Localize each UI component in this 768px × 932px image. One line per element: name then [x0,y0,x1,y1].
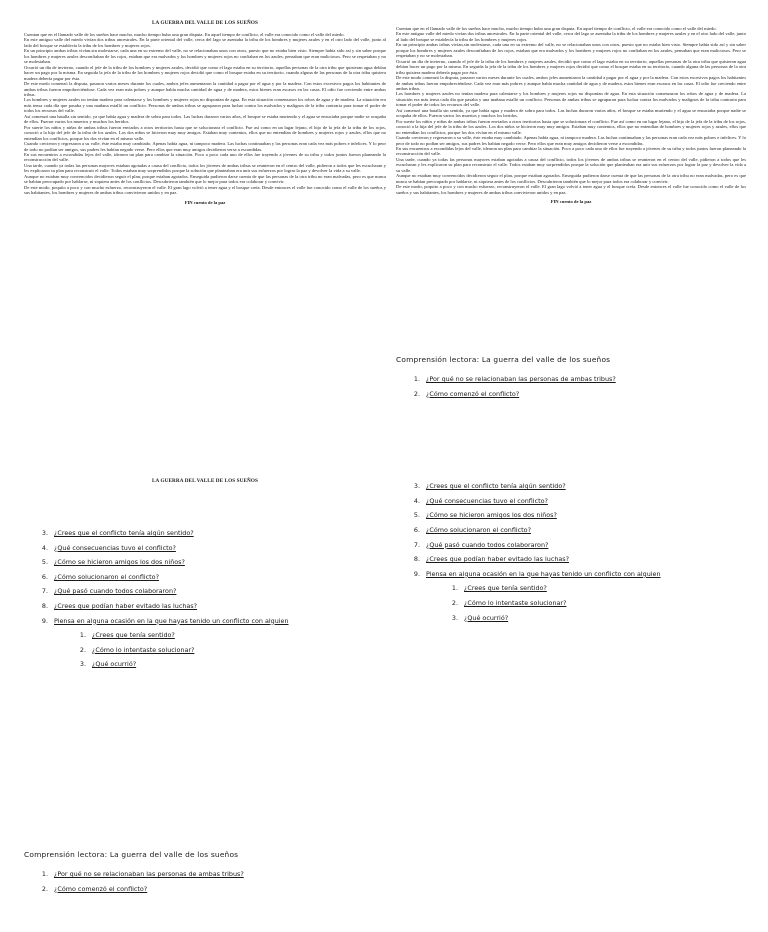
question-item: 8. ¿Crees que podían haber evitado las luchas? [413,555,570,564]
story-paragraph: Así comenzó una batalla sin sentido, ya que había agua y madera de sobra para todos. Las luchas duraron varios años, el bosque se estaba muriendo y el agua se ensuciaba porque nadie se ocupaba de ellos. Fueron varios los muertos y muchos los heridos. [396,107,746,119]
story-paragraph: En sus encuentros a escondidas lejos del valle, idearon un plan para cambiar la situación. Poco a poco cada uno de ellos fue trayendo a jóvenes de su tribu y todos juntos fueron planeando la reconstrucción del valle. [396,145,746,157]
story-page-left [24,20,386,320]
question-item: 6. ¿Cómo solucionaron el conflicto? [413,525,531,534]
question-item: 3. ¿Crees que el conflicto tenía algún sentido? [413,482,566,491]
story-paragraph: Así comenzó una batalla sin sentido, ya que había agua y madera de sobra para todos. Las luchas duraron varios años, el bosque se estaba muriendo y el agua se ensuciaba porque nadie se ocupaba de ellos. Fueron varios los muertos y muchos los heridos. [24,113,386,125]
question-item: 7. ¿Qué pasó cuando todos colaboraron? [413,540,549,549]
question-list [24,526,386,628]
sub-question-item: 1. ¿Crees que tenía sentido? [451,584,547,593]
story-paragraph: En este antiguo valle del miedo vivían dos tribus ancestrales. En la parte oriental del valle, cerca del lago se asentaba la tribu de los hombres y mujeres azules y en el otro lado del valle, junto al lado del bosque se establecía la tribu de los hombres y mujeres rojos. [396,31,746,42]
comprehension-title: Comprensión lectora: La guerra del valle de los sueños [396,355,611,364]
story-paragraph: Aunque no estaban muy convencidos decidieron seguir el plan, porque estaban agotados. Enseguida pudieron darse cuenta de que las personas de la otra tribu no eran malvadas, pero es que nunca se habían preocupado por hablarse, ni siquiera antes de los conflictos. Descubrieron también que lo mejor para todos era colaborar y convivir. [396,173,746,184]
sub-question-list [396,581,746,625]
story-paragraph: Aunque no estaban muy convencidos decidieron seguir el plan, porque estaban agotados. Enseguida pudieron darse cuenta de que las personas de la otra tribu no eran malvadas, pero es que nunca se habían preocupado por hablarse, ni siquiera antes de los conflictos. Descubrieron también que lo mejor para todos era colaborar y convivir. [24,173,386,185]
question-item: 5. ¿Cómo se hicieron amigos los dos niños? [41,558,185,567]
story-paragraph: De este modo comenzó la disputa, pasaron varios meses durante los cuales, ambos jefes aumentaron la cantidad a pagar por el agua y por la madera. Con estos excesivos pagos los habitantes de ambas tribus fueron empobreciéndose. Cada vez eran más pobres y aunque había mucha cantidad de agua y de madera, estos bienes eran escasos en las casas. El odio fue creciendo entre ambas tribus. [396,75,746,91]
story-paragraph: En un principio ambas tribus vivían,sin molestarse, cada una en su extremo del valle, no se relacionaban unos con otros, puesto que no estaba bien visto. Siempre había sido así y sin saber porque los hombres y mujeres azules desconfiaban de los rojos, estaban que era malvados y los hombres y mujeres rojos no confiaban en los azules, pensaban que eran maliciosos. Pero se respetaban y no se molestaban. [396,42,746,59]
story-paragraph: Los hombres y mujeres azules no tenían madera para calentarse y los hombres y mujeres rojos no disponían de agua. En esta situación comenzaron los robos de agua y de madera. La situación era más tensa cada día que pasaba y una mañana estalló un conflicto. Personas de ambas tribus se agruparon para luchar contra los malvados y malignos de la tribu contraria para tomar el poder de todos los recursos del valle. [396,91,746,108]
story-end-note: FIN cuento de la paz [550,199,592,205]
question-item: 9. Piensa en alguna ocasión en la que hayas tenido un conflicto con alguien [41,616,289,625]
comprehension-title: Comprensión lectora: La guerra del valle de los sueños [24,850,239,859]
story-end-note: FIN cuento de la paz [184,199,226,205]
question-item: 7. ¿Qué pasó cuando todos colaboraron? [41,587,177,596]
question-item: 1. ¿Por qué no se relacionaban las personas de ambas tribus? [413,375,616,383]
question-item: 4. ¿Qué consecuencias tuvo el conflicto? [41,543,176,552]
sub-question-list [24,628,386,672]
question-list [24,867,744,896]
story-page-right [396,26,746,326]
story-paragraph: Una tarde, cuando ya todas las personas mayores estaban agotadas a causa del conflicto, todos los jóvenes de ambas tribus se reunieron en el centro del valle, pidieron a todos que les escucharan y les explicaron su plan para reconstruir el valle. Todos estaban muy sorprendidos porque la solución que planteaban era unir sus esfuerzos por lograr la paz y devolver la vida a su valle. [24,162,386,174]
story-paragraph: Ocurrió un día de invierno, cuando el jefe de la tribu de los hombres y mujeres azules, decidió que como el lago estaba en su territorio, aquellas personas de la otra tribu que quisieran agua debían hacer un pago por la misma. En seguida la jefa de la tribu de los hombres y mujeres rojos decidió que como el bosque estaba en su territorio, cuando alguna de las personas de la otra tribu quisiera madera debería pagar por ésta. [396,58,746,75]
story-paragraph: Ocurrió un día de invierno, cuando el jefe de la tribu de los hombres y mujeres azules, decidió que como el lago estaba en su territorio, aquellas personas de la otra tribu que quisieran agua debían hacer un pago por la misma. En seguida la jefa de la tribu de los hombres y mujeres rojos decidió que como el bosque estaba en su territorio, cuando alguna de las personas de la otra tribu quisiera madera debería pagar por ésta. [24,64,386,81]
story-paragraph: De este modo comenzó la disputa, pasaron varios meses durante los cuales, ambos jefes aumentaron la cantidad a pagar por el agua y por la madera. Con estos excesivos pagos los habitantes de ambas tribus fueron empobreciéndose. Cada vez eran más pobres y aunque había mucha cantidad de agua y de madera, estos bienes eran escasos en las casas. El odio fue creciendo entre ambas tribus. [24,81,386,97]
story-paragraph: Cuando crecieron y regresaron a su valle, éste estaba muy cambiado. Apenas había agua, ni tampoco madera. Las luchas continuaban y las personas eran cada vez más pobres e infelices. Y lo peor de todo no podían ser amigos, sus padres les habían negado verse. Pero ellos que eran muy amigos decidieron verse a escondidas. [396,135,746,146]
story-body [24,32,386,196]
sub-question-item: 1. ¿Crees que tenía sentido? [79,631,175,640]
story-paragraph: Cuentan que en el llamado valle de los sueños hace mucho, mucho tiempo hubo una gran disputa. En aquel tiempo de conflicto, el valle era conocido como el valle del miedo. [396,26,717,31]
questions-page-left [24,478,386,669]
question-item: 1. ¿Por qué no se relacionaban las personas de ambas tribus? [41,870,244,878]
story-paragraph: De este modo, poquito a poco y con mucho esfuerzo, reconstruyeron el valle. El gran lago volvió a tener agua y el bosque creía. Desde entonces el valle fue conocido como el valle de los sueños y sus habitantes, los hombres y mujeres de ambas tribus convivieron unidos y en paz. [396,184,746,195]
question-list [396,372,746,401]
question-item: 8. ¿Crees que podían haber evitado las luchas? [41,601,198,610]
questions-page-footer [24,850,744,930]
story-paragraph: De este modo, poquito a poco y con mucho esfuerzo, reconstruyeron el valle. El gran lago volvió a tener agua y el bosque creía. Desde entonces el valle fue conocido como el valle de los sueños y sus habitantes, los hombres y mujeres de ambas tribus convivieron unidos y en paz. [24,184,386,196]
answer-space [396,401,746,479]
story-paragraph: Por suerte los niños y niñas de ambas tribus fueron enviados a otros territorios hasta que se solucionara el conflicto. Fue así como en un lugar lejano, el hijo de la jefa de la tribu de los rojos, conoció a la hija del jefe de la tribu de los azules. Los dos niños se hicieron muy muy amigos. Estaban muy contentos, ellos que no entendían de hombres y mujeres rojos y azules, ellos que no entendían los conflictos, porque los dos vivían en el mismo valle. [396,118,746,135]
story-paragraph: En este antiguo valle del miedo vivían dos tribus ancestrales. En la parte oriental del valle, cerca del lago se asentaba la tribu de los hombres y mujeres azules y en el otro lado del valle, junto al lado del bosque se establecía la tribu de los hombres y mujeres rojos. [24,37,386,48]
question-item: 5. ¿Cómo se hicieron amigos los dos niños? [413,511,557,520]
story-paragraph: Cuando crecieron y regresaron a su valle, éste estaba muy cambiado. Apenas había agua, ni tampoco madera. Las luchas continuaban y las personas eran cada vez más pobres e infelices. Y lo peor de todo no podían ser amigos, sus padres les habían negado verse. Pero ellos que eran muy amigos decidieron verse a escondidas. [24,141,386,152]
question-item: 9. Piensa en alguna ocasión en la que hayas tenido un conflicto con alguien [413,569,661,578]
question-list [396,479,746,581]
story-paragraph: En sus encuentros a escondidas lejos del valle, idearon un plan para cambiar la situación. Poco a poco cada uno de ellos fue trayendo a jóvenes de su tribu y todos juntos fueron planeando la reconstrucción del valle. [24,151,386,163]
story-title: LA GUERRA DEL VALLE DE LOS SUEÑOS [151,478,259,484]
questions-page-right [396,355,746,655]
story-title: LA GUERRA DEL VALLE DE LOS SUEÑOS [151,20,259,26]
story-paragraph: Por suerte los niños y niñas de ambas tribus fueron enviados a otros territorios hasta que se solucionara el conflicto. Fue así como en un lugar lejano, el hijo de la jefa de la tribu de los rojos, conoció a la hija del jefe de la tribu de los azules. Los dos niños se hicieron muy muy amigos. Estaban muy contentos, ellos que no entendían de hombres y mujeres rojos y azules, ellos que no entendían los conflictos, porque los dos vivían en el mismo valle. [24,124,386,141]
question-item: 3. ¿Crees que el conflicto tenía algún sentido? [41,529,194,537]
sub-question-item: 2. ¿Cómo lo intentaste solucionar? [79,645,195,654]
question-item: 4. ¿Qué consecuencias tuvo el conflicto? [413,496,548,505]
question-item: 2. ¿Cómo comenzó el conflicto? [41,884,148,893]
story-paragraph: Cuentan que en el llamado valle de los sueños hace mucho, mucho tiempo hubo una gran disputa. En aquel tiempo de conflicto, el valle era conocido como el valle del miedo. [24,32,345,37]
story-paragraph: Una tarde, cuando ya todas las personas mayores estaban agotadas a causa del conflicto, todos los jóvenes de ambas tribus se reunieron en el centro del valle, pidieron a todos que les escucharan y les explicaron su plan para reconstruir el valle. Todos estaban muy sorprendidos porque la solución que planteaban era unir sus esfuerzos por lograr la paz y devolver la vida a su valle. [396,156,746,173]
story-body [396,26,746,195]
sub-question-item: 2. ¿Cómo lo intentaste solucionar? [451,598,567,607]
question-item: 2. ¿Cómo comenzó el conflicto? [413,389,520,398]
story-paragraph: En un principio ambas tribus vivían,sin molestarse, cada una en su extremo del valle, no se relacionaban unos con otros, puesto que no estaba bien visto. Siempre había sido así y sin saber porque los hombres y mujeres azules desconfiaban de los rojos, estaban que era malvados y los hombres y mujeres rojos no confiaban en los azules, pensaban que eran maliciosos. Pero se respetaban y no se molestaban. [24,48,386,65]
story-paragraph: Los hombres y mujeres azules no tenían madera para calentarse y los hombres y mujeres rojos no disponían de agua. En esta situación comenzaron los robos de agua y de madera. La situación era más tensa cada día que pasaba y una mañana estalló un conflicto. Personas de ambas tribus se agruparon para luchar contra los malvados y malignos de la tribu contraria para tomar el poder de todos los recursos del valle. [24,97,386,114]
question-item: 6. ¿Cómo solucionaron el conflicto? [41,572,159,581]
sub-question-item: 3. ¿Qué ocurrió? [79,660,137,669]
sub-question-item: 3. ¿Qué ocurrió? [451,613,509,622]
